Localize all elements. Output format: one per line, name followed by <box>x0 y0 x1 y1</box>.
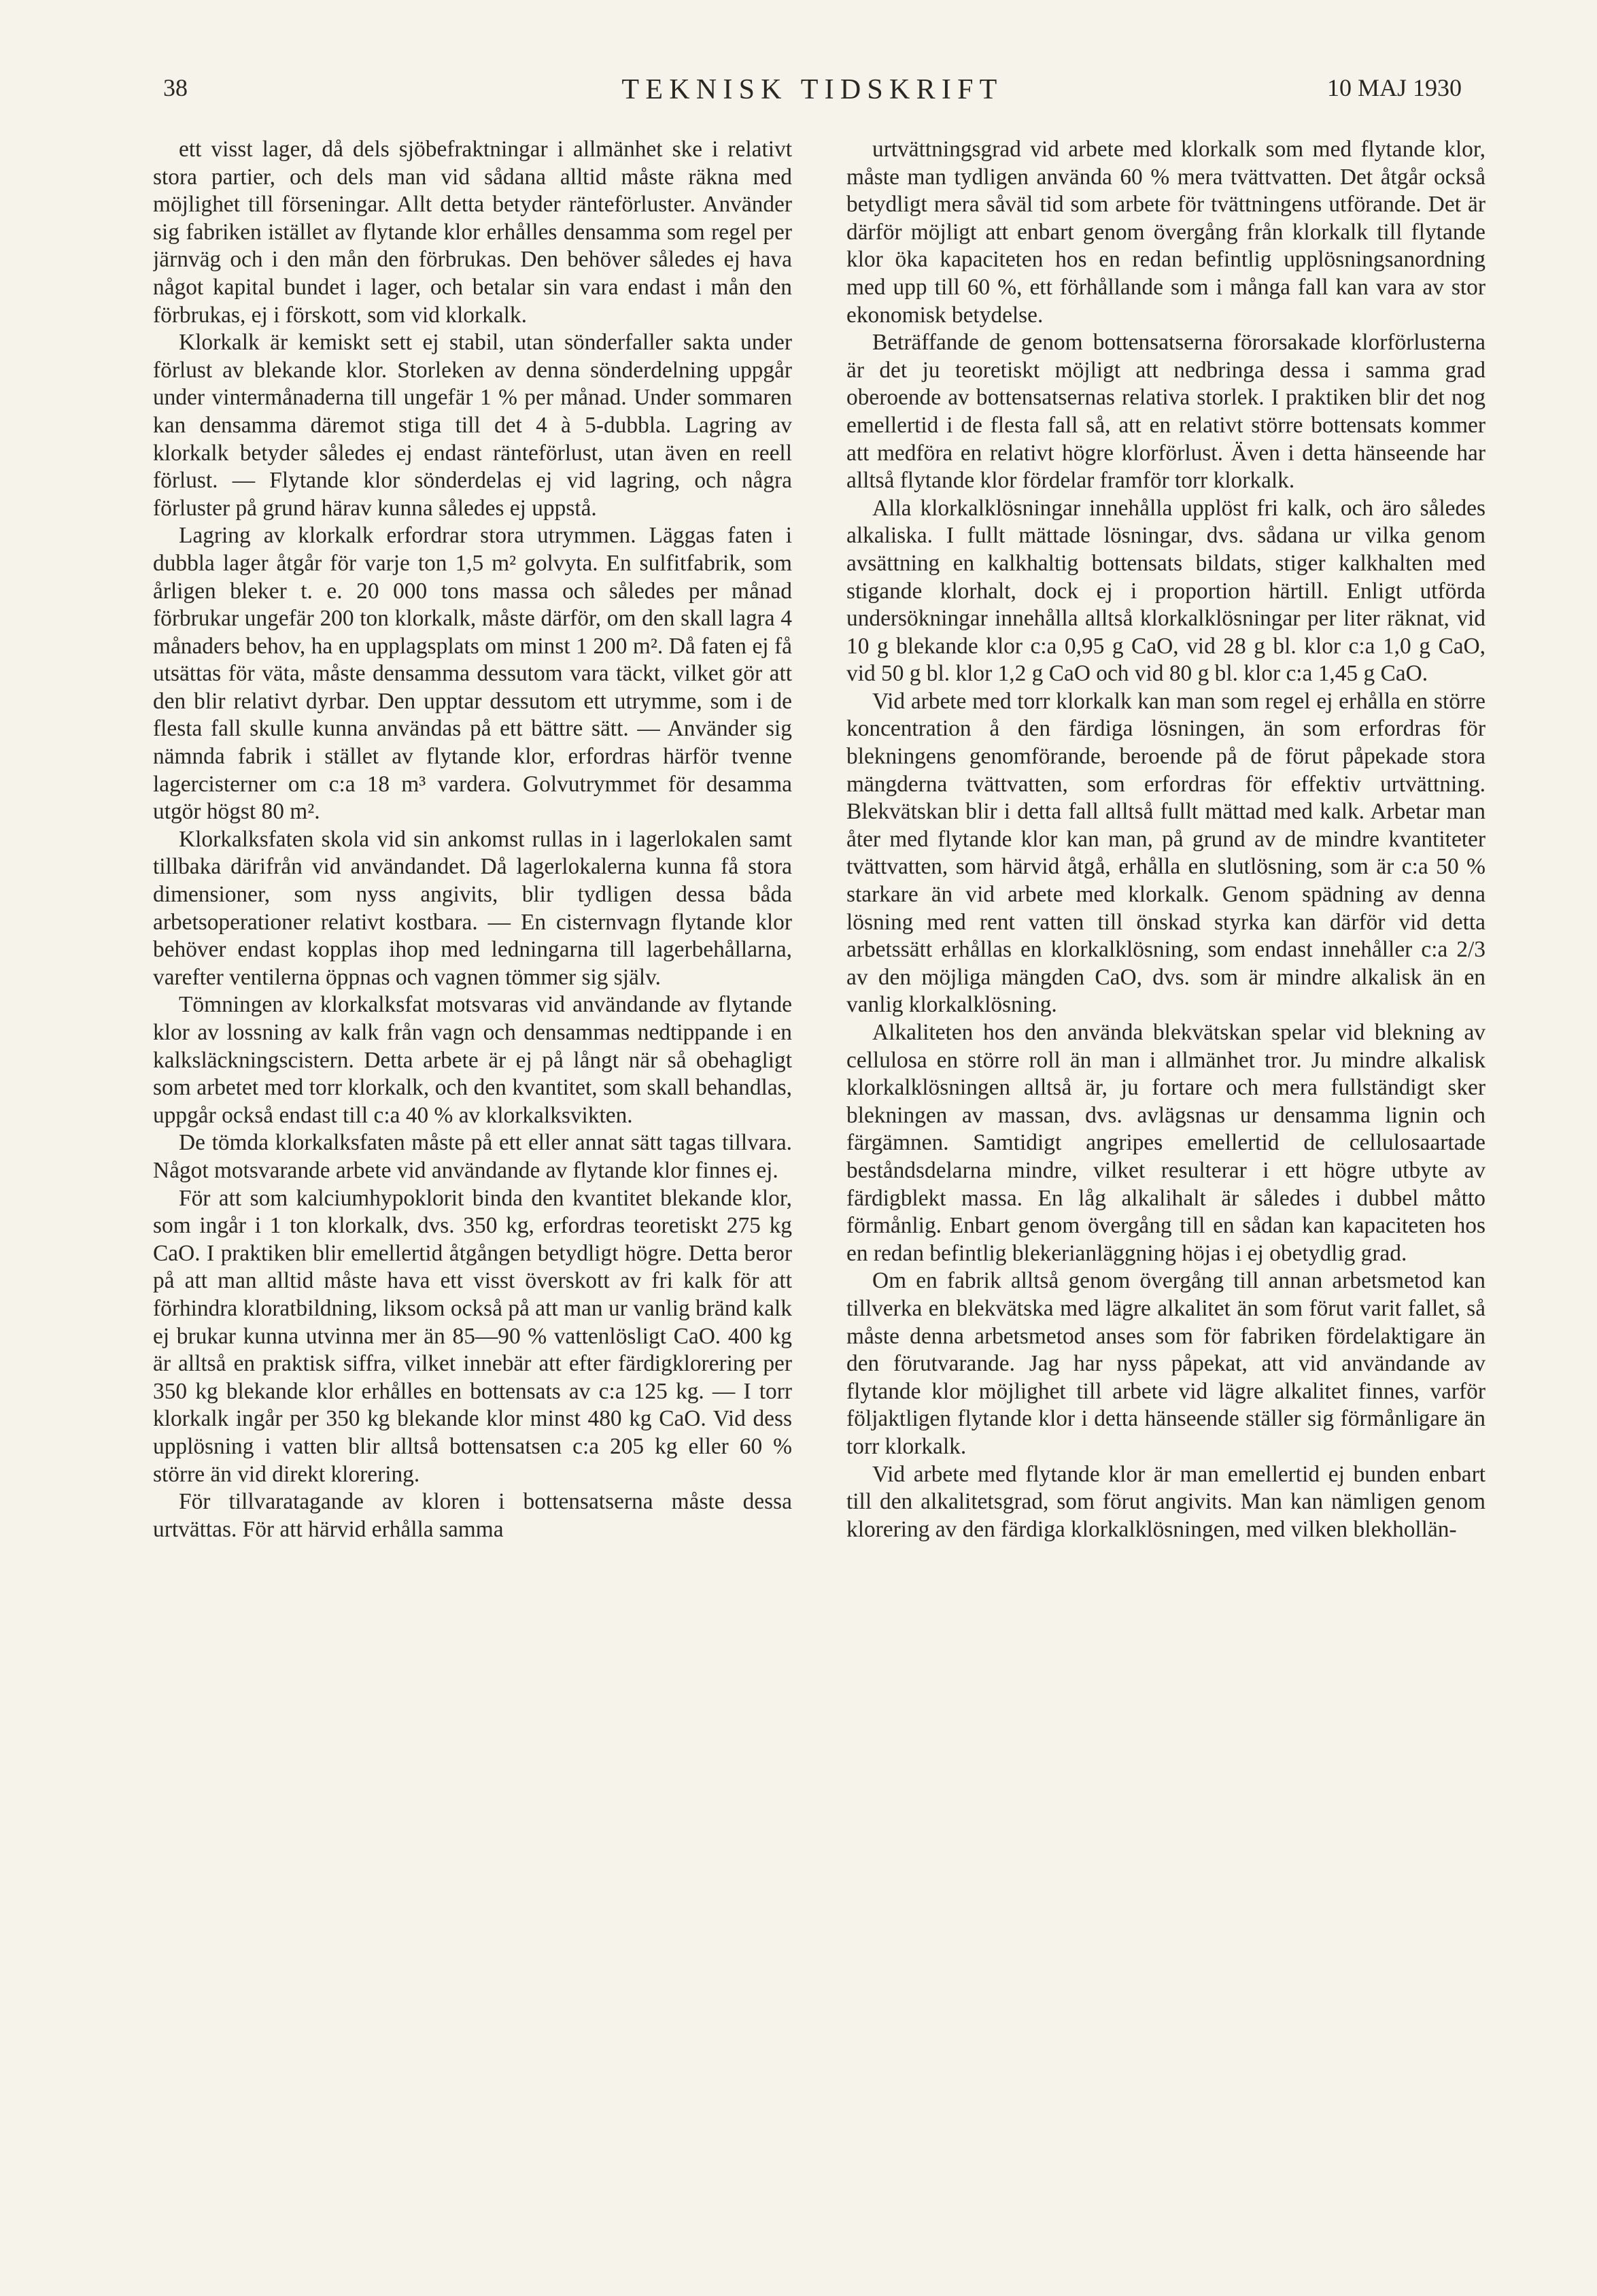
paragraph: Lagring av klorkalk erfordrar stora utrymmen. Läggas faten i dubbla lager åtgår för varje ton 1,5 m² golvyta. En sulfitfabrik, som årligen bleker t. e. 20 000 tons massa och således per månad förbrukar ungefär 200 ton klorkalk, måste därför, om den skall lagra 4 månaders behov, ha en upplagsplats om minst 1 200 m². Då faten ej få utsättas för väta, måste densamma dessutom vara täckt, vilket gör att den blir relativt dyrbar. Den upptar dessutom ett utrymme, som i de flesta fall skulle kunna användas på ett bättre sätt. — Använder sig nämnda fabrik i stället av flytande klor, erfordras härför tvenne lagercisterner om c:a 18 m³ vardera. Golvutrymmet för desamma utgör högst 80 m². <box>153 523 792 825</box>
paragraph: Vid arbete med flytande klor är man emellertid ej bunden enbart till den alkalitetsgrad, som förut angivits. Man kan nämligen genom klorering av den färdiga klorkalklösningen, med vilken blekhollän- <box>846 1461 1486 1542</box>
paragraph: För att som kalciumhypoklorit binda den kvantitet blekande klor, som ingår i 1 ton klorkalk, dvs. 350 kg, erfordras teoretiskt 275 kg CaO. I praktiken blir emellertid åtgången betydligt högre. Detta beror på att man alltid måste hava ett visst överskott av fri kalk för att förhindra kloratbildning, liksom också på att man ur vanlig bränd kalk ej brukar kunna utvinna mer än 85—90 % vattenlösligt CaO. 400 kg är alltså en praktisk siffra, vilket innebär att efter färdigklorering per 350 kg blekande klor erhålles en bottensats av c:a 125 kg. — I torr klorkalk ingår per 350 kg blekande klor minst 480 kg CaO. Vid dess upplösning i vatten blir alltså bottensatsen c:a 205 kg eller 60 % större än vid direkt klorering. <box>153 1185 792 1487</box>
paragraph: Vid arbete med torr klorkalk kan man som regel ej erhålla en större koncentration å den färdiga lösningen, än som erfordras för blekningens genomförande, beroende på de förut påpekade stora mängderna tvättvatten, som erfordras för effektiv urtvättning. Blekvätskan blir i detta fall alltså fullt mättad med kalk. Arbetar man åter med flytande klor kan man, på grund av de mindre kvantiteter tvättvatten, som härvid åtgå, erhålla en slutlösning, som är c:a 50 % starkare än vid arbete med klorkalk. Genom spädning av denna lösning med rent vatten till önskad styrka kan därför vid detta arbetssätt erhållas en klorkalklösning, som endast innehåller c:a 2/3 av den möjliga mängden CaO, dvs. som är mindre alkalisk än en vanlig klorkalklösning. <box>846 688 1486 1018</box>
running-header <box>163 73 1462 114</box>
paragraph: De tömda klorkalksfaten måste på ett eller annat sätt tagas tillvara. Något motsvarande arbete vid användande av flytande klor finnes ej. <box>153 1130 792 1183</box>
paragraph: Tömningen av klorkalksfat motsvaras vid användande av flytande klor av lossning av kalk från vagn och densammas nedtippande i en kalksläckningscistern. Detta arbete är ej på långt när så obehagligt som arbetet med torr klorkalk, och den kvantitet, som skall behandlas, uppgår också endast till c:a 40 % av klorkalksvikten. <box>153 992 792 1128</box>
paragraph: Beträffande de genom bottensatserna förorsakade klorförlusterna är det ju teoretiskt möjligt att nedbringa dessa i samma grad oberoende av bottensatsernas relativa storlek. I praktiken blir det nog emellertid i de flesta fall så, att en relativt större bottensats kommer att medföra en relativt högre klorförlust. Även i detta hänseende har alltså flytande klor fördelar framför torr klorkalk. <box>846 330 1486 494</box>
page-number: 38 <box>163 74 188 101</box>
right-column <box>846 136 1486 2237</box>
paragraph: För tillvaratagande av kloren i bottensatserna måste dessa urtvättas. För att härvid erhålla samma <box>153 1489 792 1542</box>
paragraph: Om en fabrik alltså genom övergång till annan arbetsmetod kan tillverka en blekvätska med lägre alkalitet än som förut varit fallet, så måste denna arbetsmetod anses som för fabriken fördelaktigare än den förutvarande. Jag har nyss påpekat, att vid användande av flytande klor möjlighet till arbete vid lägre alkalitet finnes, varför följaktligen flytande klor i detta hänseende ställer sig förmånligare än torr klorkalk. <box>846 1268 1486 1459</box>
issue-date: 10 MAJ 1930 <box>1326 74 1462 101</box>
paragraph: Klorkalksfaten skola vid sin ankomst rullas in i lagerlokalen samt tillbaka därifrån vid användandet. Då lagerlokalerna kunna få stora dimensioner, som nyss angivits, blir tydligen dessa båda arbetsoperationer relativt kostbara. — En cisternvagn flytande klor behöver endast kopplas ihop med ledningarna till lagerbehållarna, varefter ventilerna öppnas och vagnen tömmer sig själv. <box>153 826 792 990</box>
paragraph: ett visst lager, då dels sjöbefraktningar i allmänhet ske i relativt stora partier, och dels man vid sådana alltid måste räkna med möjlighet till förseningar. Allt detta betyder ränteförluster. Använder sig fabriken istället av flytande klor erhålles densamma som regel per järnväg och i den mån den förbrukas. Den behöver således ej hava något kapital bundet i lager, och betalar sin vara endast i mån den förbrukas, ej i förskott, som vid klorkalk. <box>153 137 792 328</box>
text-columns <box>153 136 1486 2237</box>
paragraph: urtvättningsgrad vid arbete med klorkalk som med flytande klor, måste man tydligen använda 60 % mera tvättvatten. Det åtgår också betydligt mera såväl tid som arbete för tvättningens utförande. Det är därför möjligt att enbart genom övergång från klorkalk till flytande klor öka kapaciteten hos en redan befintlig upplösningsanordning med upp till 60 %, ett förhållande som i många fall kan vara av stor ekonomisk betydelse. <box>846 137 1486 328</box>
journal-title: TEKNISK TIDSKRIFT <box>621 74 1003 105</box>
paragraph: Alla klorkalklösningar innehålla upplöst fri kalk, och äro således alkaliska. I fullt mättade lösningar, dvs. sådana ur vilka genom avsättning en kalkhaltig bottensats bildats, stiger kalkhalten med stigande klorhalt, dock ej i proportion härtill. Enligt utförda undersökningar innehålla alltså klorkalklösningar per liter räknat, vid 10 g blekande klor c:a 0,95 g CaO, vid 28 g bl. klor c:a 1,0 g CaO, vid 50 g bl. klor 1,2 g CaO och vid 80 g bl. klor c:a 1,45 g CaO. <box>846 495 1486 687</box>
paragraph: Alkaliteten hos den använda blekvätskan spelar vid blekning av cellulosa en större roll än man i allmänhet tror. Ju mindre alkalisk klorkalklösningen alltså är, ju fortare och mera fullständigt sker blekningen av massan, dvs. avlägsnas ur densamma lignin och färgämnen. Samtidigt angripes emellertid de cellulosaartade beståndsdelarna mindre, vilket resulterar i ett högre utbyte av färdigblekt massa. En låg alkalihalt är således i dubbel måtto förmånlig. Enbart genom övergång till en sådan kan kapaciteten hos en redan befintlig blekerianläggning höjas i ej obetydlig grad. <box>846 1020 1486 1266</box>
paragraph: Klorkalk är kemiskt sett ej stabil, utan sönderfaller sakta under förlust av blekande klor. Storleken av denna sönderdelning uppgår under vintermånaderna till ungefär 1 % per månad. Under sommaren kan densamma däremot stiga till det 4 à 5-dubbla. Lagring av klorkalk betyder således ej endast ränteförlust, utan även en reell förlust. — Flytande klor sönderdelas ej vid lagring, och några förluster på grund härav kunna således ej uppstå. <box>153 330 792 521</box>
left-column <box>153 136 792 2237</box>
